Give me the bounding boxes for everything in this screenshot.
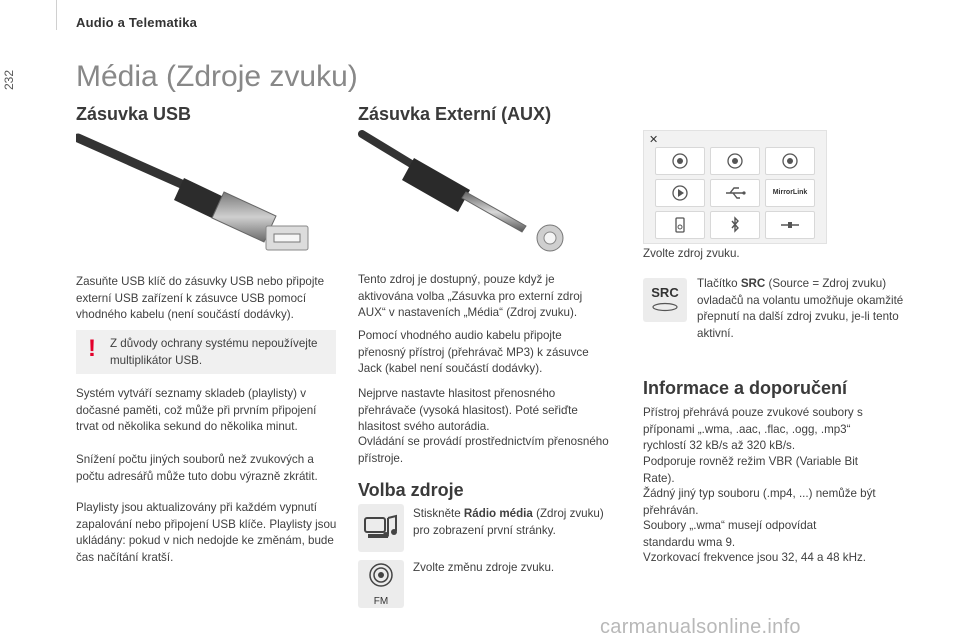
info-heading: Informace a doporučení (643, 378, 848, 398)
warning-icon: ! (88, 335, 96, 362)
media-player-icon (670, 215, 690, 235)
grid-play[interactable] (655, 179, 705, 207)
fm-source-button[interactable] (358, 560, 404, 608)
src-text: Tlačítko SRC (Source = Zdroj zvuku) ovladačů na volantu umožňuje okamžité přepnutí na další zdroj zvuku, je-li tento aktivní. (697, 277, 904, 340)
info-1: Přístroj přehrává pouze zvukové soubory s příponami „.wma, .aac, .flac, .ogg, .mp3“ rychlostí 32 kB/s až 320 kB/s. (643, 406, 863, 452)
music-note-icon (358, 504, 404, 552)
aux-jack-illustration (358, 128, 572, 254)
radio-icon (670, 151, 690, 171)
source-select-heading: Volba zdroje (358, 480, 464, 500)
grid-aux[interactable] (765, 211, 815, 239)
src-label: SRC (651, 285, 679, 300)
aux-jack-icon (779, 215, 801, 235)
usb-icon (724, 183, 746, 203)
header-title: Audio a Telematika (76, 15, 198, 30)
info-4: Soubory „.wma“ musejí odpovídat standardu wma 9. (643, 519, 817, 549)
grid-mirrorlink[interactable] (765, 179, 815, 207)
usb-playlist-1: Systém vytváří seznamy skladeb (playlisty) v dočasné paměti, což může při prvním připojení trvat od několika sekund do několika minut. (76, 387, 317, 433)
grid-radio-3[interactable] (765, 147, 815, 175)
grid-bluetooth[interactable] (710, 211, 760, 239)
fm-label: FM (373, 596, 389, 607)
src-steering-button[interactable] (643, 278, 687, 322)
aux-p3: Nejprve nastavte hlasitost přenosného přehrávače (vysoká hlasitost). Poté seřiďte hlasitost svého autorádia. (358, 387, 578, 433)
page-number: 232 (2, 69, 16, 91)
usb-playlist-3: Playlisty jsou aktualizovány při každém vypnutí zapalování nebo připojení USB klíče. Playlisty jsou ukládány: pokud v nich nedojde ke změnám, bude čas načítání kratší. (76, 501, 337, 564)
usb-heading: Zásuvka USB (76, 104, 192, 124)
usb-cable-illustration (76, 128, 316, 260)
header-rule (56, 0, 57, 30)
step1-text: Stiskněte Rádio média (Zdroj zvuku) pro zobrazení první stránky. (413, 507, 604, 537)
radio-icon (780, 151, 800, 171)
step2-text: Zvolte změnu zdroje zvuku. (413, 561, 555, 574)
warning-text: Z důvody ochrany systému nepoužívejte multiplikátor USB. (110, 337, 318, 367)
grid-usb[interactable] (710, 179, 760, 207)
grid-caption: Zvolte zdroj zvuku. (643, 247, 740, 260)
play-icon (670, 183, 690, 203)
aux-p4: Ovládání se provádí prostřednictvím přenosného přístroje. (358, 435, 609, 465)
radio-icon (725, 151, 745, 171)
info-5: Vzorkovací frekvence jsou 32, 44 a 48 kHz. (643, 551, 866, 564)
aux-heading: Zásuvka Externí (AUX) (358, 104, 552, 124)
mirrorlink-label: MirrorLink (772, 189, 808, 196)
grid-device[interactable] (655, 211, 705, 239)
grid-radio-1[interactable] (655, 147, 705, 175)
usb-playlist-2: Snížení počtu jiných souborů než zvukových a počtu adresářů může tuto dobu výrazně zkrátit. (76, 453, 318, 483)
radio-media-button[interactable] (358, 504, 404, 552)
info-3: Žádný jiný typ souboru (.mp4, ...) nemůže být přehráván. (643, 487, 876, 517)
aux-p2: Pomocí vhodného audio kabelu připojte přenosný přístroj (přehrávač MP3) k zásuvce Jack (kabel není součástí dodávky). (358, 329, 589, 375)
radio-waves-icon (358, 560, 404, 590)
watermark: carmanualsonline.info (600, 616, 801, 638)
usb-intro: Zasuňte USB klíč do zásuvky USB nebo připojte externí USB zařízení k zásuvce USB pomocí vhodného kabelu (není součástí dodávky). (76, 275, 325, 321)
source-grid-panel (643, 130, 827, 244)
close-icon[interactable]: ✕ (649, 134, 659, 146)
page-title: Média (Zdroje zvuku) (76, 60, 358, 93)
grid-radio-2[interactable] (710, 147, 760, 175)
bluetooth-icon (725, 215, 745, 235)
button-press-icon (643, 300, 687, 314)
aux-p1: Tento zdroj je dostupný, pouze když je aktivována volba „Zásuvka pro externí zdroj AUX“ v nastaveních „Média“ (Zdroj zvuku). (358, 273, 583, 319)
info-2: Podporuje rovněž režim VBR (Variable Bit Rate). (643, 455, 859, 485)
